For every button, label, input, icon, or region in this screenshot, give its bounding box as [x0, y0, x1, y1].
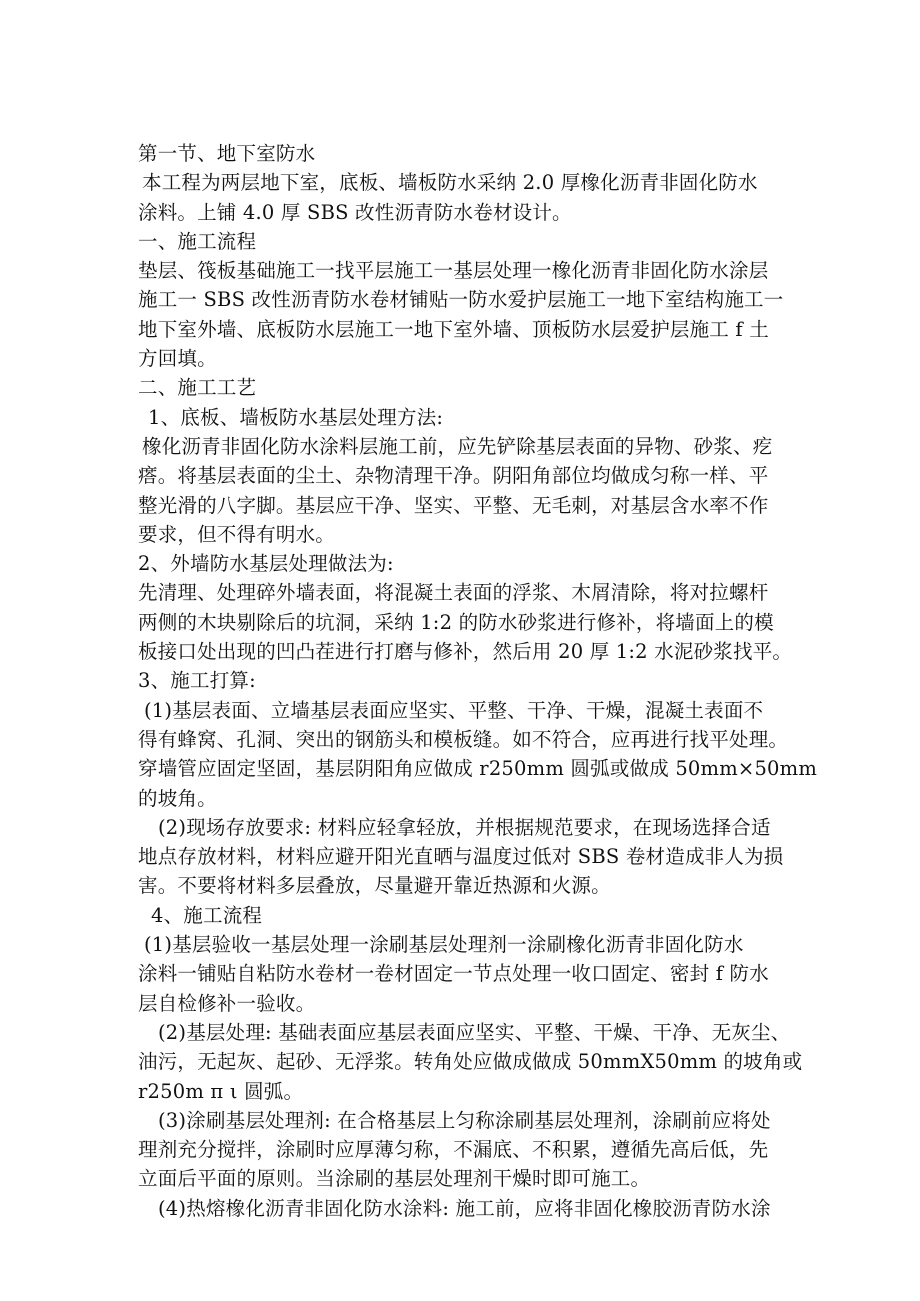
- subsection-heading: 二、施工工艺: [138, 376, 257, 400]
- item-heading: 3、施工打算:: [138, 669, 256, 693]
- paragraph-line: 两侧的木块剔除后的坑洞，采纳 1:2 的防水砂浆进行修补，将墙面上的模: [138, 610, 774, 634]
- paragraph-line: (2)基层处理: 基础表面应基层表面应坚实、平整、干燥、干净、无灰尘、: [158, 1020, 791, 1044]
- paragraph-line: 立面后平面的原则。当涂刷的基层处理剂干燥时即可施工。: [138, 1167, 651, 1191]
- paragraph-line: 理剂充分搅拌，涂刷时应厚薄匀称，不漏底、不积累，遵循先高后低，先: [138, 1138, 769, 1162]
- paragraph-line: 害。不要将材料多层叠放，尽量避开靠近热源和火源。: [138, 874, 611, 898]
- paragraph-line: (1)基层表面、立墙基层表面应坚实、平整、干净、干燥，混凝土表面不: [144, 698, 764, 722]
- paragraph-line: 油污，无起灰、起砂、无浮浆。转角处应做成做成 50mmX50mm 的坡角或: [138, 1050, 803, 1074]
- subsection-heading: 一、施工流程: [138, 229, 257, 253]
- paragraph-line: 的坡角。: [138, 786, 217, 810]
- item-heading: 1、底板、墙板防水基层处理方法:: [148, 405, 444, 429]
- document-body: [138, 139, 818, 1223]
- paragraph-line: 垫层、筏板基础施工一找平层施工一基层处理一橡化沥青非固化防水涂层: [138, 259, 769, 283]
- item-heading: 2、外墙防水基层处理做法为:: [138, 552, 394, 576]
- paragraph-line: 要求，但不得有明水。: [138, 522, 336, 546]
- paragraph-line: 得有蜂窝、孔洞、突出的钢筋头和模板缝。如不符合，应再进行找平处理。: [138, 727, 789, 751]
- paragraph-line: (2)现场存放要求: 材料应轻拿轻放，并根据规范要求，在现场选择合适: [158, 815, 771, 839]
- paragraph-line: 先清理、处理碎外墙表面，将混凝土表面的浮浆、木屑清除，将对拉螺杆: [138, 581, 769, 605]
- paragraph-line: 瘩。将基层表面的尘土、杂物清理干净。阴阳角部位均做成匀称一样、平: [138, 464, 769, 488]
- paragraph-line: 层自检修补一验收。: [138, 991, 316, 1015]
- section-heading: 第一节、地下室防水: [138, 142, 316, 165]
- paragraph-line: (4)热熔橡化沥青非固化防水涂料: 施工前，应将非固化橡胶沥青防水涂: [158, 1196, 771, 1220]
- paragraph-line: 橡化沥青非固化防水涂料层施工前，应先铲除基层表面的异物、砂浆、疙: [142, 434, 773, 458]
- paragraph-line: 涂料。上铺 4.0 厚 SBS 改性沥青防水卷材设计。: [138, 200, 572, 224]
- paragraph-line: 涂料一铺贴自粘防水卷材一卷材固定一节点处理一收口固定、密封 f 防水: [138, 962, 769, 986]
- paragraph-line: (1)基层验收一基层处理一涂刷基层处理剂一涂刷橡化沥青非固化防水: [144, 933, 744, 957]
- paragraph-line: 本工程为两层地下室，底板、墙板防水采纳 2.0 厚橡化沥青非固化防水: [142, 171, 758, 195]
- paragraph-line: r250m π ι 圆弧。: [138, 1079, 304, 1103]
- item-heading: 4、施工流程: [151, 903, 263, 927]
- paragraph-line: 施工一 SBS 改性沥青防水卷材铺贴一防水爱护层施工一地下室结构施工一: [138, 288, 784, 312]
- paragraph-line: 穿墙管应固定坚固，基层阴阳角应做成 r250mm 圆弧或做成 50mm×50mm: [138, 757, 818, 781]
- paragraph-line: 方回填。: [138, 347, 217, 371]
- paragraph-line: 地下室外墙、底板防水层施工一地下室外墙、顶板防水层爱护层施工 f 土: [138, 317, 769, 341]
- paragraph-line: 地点存放材料，材料应避开阳光直晒与温度过低对 SBS 卷材造成非人为损: [138, 845, 784, 869]
- paragraph-line: 整光滑的八字脚。基层应干净、坚实、平整、无毛刺，对基层含水率不作: [138, 493, 769, 517]
- paragraph-line: 板接口处出现的凹凸茬进行打磨与修补，然后用 20 厚 1:2 水泥砂浆找平。: [138, 640, 793, 664]
- paragraph-line: (3)涂刷基层处理剂: 在合格基层上匀称涂刷基层处理剂，涂刷前应将处: [158, 1108, 771, 1132]
